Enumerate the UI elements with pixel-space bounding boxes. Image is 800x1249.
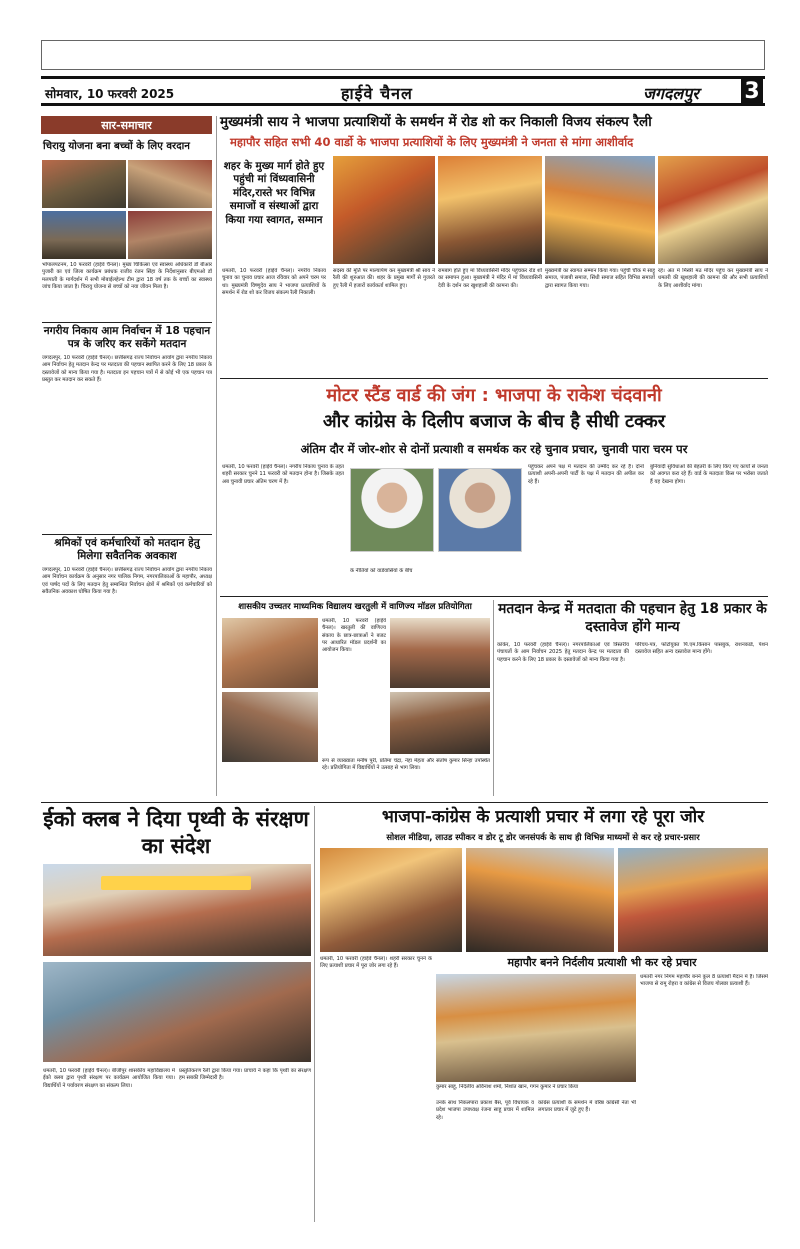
top-story-body-5: रहे। अंत में मिस्त्री मठ मंदिर पहुंच कर मुख्यमंत्री साय ने धमतरी की खुशहाली की कामना की और सभी प्रत्याशियों के लिए आशीर्वाद मांगा। [658, 268, 768, 289]
school-body-1: धमतरी, 10 फरवरी (हाईवे चैनल)। खरतुली की वाणिज्य संकाय के छात्र-छात्राओं ने बजट पर आधारित मॉडल प्रदर्शनी का आयोजन किया। [322, 618, 386, 654]
page-number: 3 [741, 78, 763, 106]
story1-photo-bottom-right [128, 211, 212, 259]
school-photo-3 [390, 618, 490, 688]
motor-stand-caption: के नीतियों को वार्डवासियों के बीच [350, 568, 413, 574]
campaign-photo-2 [466, 848, 614, 952]
polling-body-2: परिचय-पत्र, फोटोयुक्त पि.एम.किसान पासबुक, राशनकार्ड, पेंशन दस्तावेज सहित अन्य दस्तावेज मान्य होंगे। [635, 642, 768, 656]
date-label: सोमवार, 10 फरवरी 2025 [45, 87, 175, 101]
motor-stand-deck: अंतिम दौर में जोर-शोर से दोनों प्रत्याशी व समर्थक कर रहे चुनाव प्रचार, चुनावी पारा चरम पर [300, 442, 688, 456]
campaign-body-3: कांग्रेस प्रत्याशी के समर्थन में वरिष्ठ कांग्रेसी नेता भी लगातार प्रचार में जुटे हुए हैं। [538, 1100, 636, 1114]
campaign-body-2: उनके साथ निकलपारा प्रकाश बैस, पूर्व विधायक व प्रदेश भाजपा उपाध्यक्ष रंजना साहू प्रचार में शामिल रहे। [436, 1100, 534, 1121]
story1-photo-bottom-left [42, 211, 126, 259]
campaign-photo-1 [320, 848, 462, 952]
story3-body: जगदलपुर, 10 फरवरी (हाईवे चैनल)। छत्तीसगढ़ राज्य निर्वाचन आयोग द्वारा नगरीय निकाय आम निर्वाचन कार्यक्रम के अनुसार नगर पालिक निगम, नगरपालिकाओं के महापौर, अध्यक्ष एवं पार्षद पदों के लिए मतदान हेतु सम्बन्धित निर्वाचन क्षेत्रों में श्रमिकों एवं कर्मचारियों को सवैतनिक अवकाश घोषित किया गया है। [42, 567, 212, 595]
section-banner [41, 116, 212, 134]
top-story-body-2: सदस्य की मूर्ति पर माल्यार्पण कर मुख्यमंत्री श्री साय ने रैली की शुरुआत की। शहर के प्रमुख मार्गों से गुजरते हुए रैली में हजारों कार्यकर्ता शामिल हुए। [333, 268, 435, 289]
campaign-body-4: धमतरी नगर निगम महापौर बनने कुल 8 प्रत्याशी मैदान में हैं। जिसमें भाजपा से रामू रोहरा व कांग्रेस से विजय गोलछा प्रत्याशी हैं। [640, 974, 768, 988]
campaign-photo-caption: कुमार साहू, निर्दलीय अविनाश शर्मा, निशांत खान, गगन कुमार ने प्रचार किया [436, 1084, 579, 1090]
eco-club-headline: ईको क्लब ने दिया पृथ्वी के संरक्षण का संदेश [43, 807, 309, 858]
sidebar-divider-2 [42, 534, 212, 535]
candidate-photo-bjp [350, 468, 434, 552]
campaign-photo-3 [618, 848, 768, 952]
top-story-body-1: धमतरी, 10 फरवरी (हाईवे चैनल)। नगरीय निकाय चुनाव का चुनाव प्रचार आज रविवार को अपने चरम पर था। मुख्यमंत्री विष्णुदेव साय ने भाजपा प्रत्याशियों के समर्थन में रोड शो कर विजय संकल्प रैली निकाली। [222, 268, 326, 296]
school-vertical-rule [493, 600, 494, 796]
story1-body: भोपालपटनम, 10 फरवरी (हाईवे चैनल)। मुख्य चिकित्सा एवं स्वास्थ्य अधिकारी डॉ बीआर पुजारी का एवं जिला कार्यक्रम प्रबंधक राजीव रंजन सिंहा के निर्देशानुसार बीएमओ डॉ मलपाती के मार्गदर्शन में सभी मोबाईलहेल्थ टीम द्वारा 18 वर्ष तक के बच्चों का स्वास्थ्य जांच किया जाता है। चिरायु योजना से बच्चों को नया जीवन मिला है। [42, 262, 212, 290]
campaign-headline: भाजपा-कांग्रेस के प्रत्याशी प्रचार में लगा रहे पूरा जोर [381, 807, 705, 827]
city-name: जगदलपुर [643, 84, 699, 103]
top-story-photo-2 [438, 156, 542, 264]
top-story-photo-3 [545, 156, 655, 264]
candidate-photo-congress [438, 468, 522, 552]
top-story-photo-1 [333, 156, 435, 264]
motor-stand-body-1: धमतरी, 10 फरवरी (हाईवे चैनल)। नगरीय निकाय चुनाव के तहत शहरी सरकार चुनने 11 फरवरी को मतदान होना है। जिसके तहत अब चुनावी प्रचार अंतिम चरण में है। [222, 464, 344, 485]
school-body-2: रूप से व्याख्याता मनीष पुरी, प्रतिमा चंद्रा, नेहा मेहता और संतोष कुमार सिन्हा उपस्थित रहे। प्रतियोगिता में विद्यार्थियों ने उत्साह से भाग लिया। [322, 758, 490, 772]
top-story-body-3: रामबाग होते हुए मां विंध्यवासिनी मंदिर पहुंचकर रोड शो का समापन हुआ। मुख्यमंत्री ने मंदिर में मां विंध्यवासिनी देवी के दर्शन कर खुशहाली की कामना की। [438, 268, 542, 289]
sidebar-vertical-rule [216, 116, 217, 796]
paper-name: हाईवे चैनल [341, 84, 413, 103]
top-story-photo-4 [658, 156, 768, 264]
story2-body: जगदलपुर, 10 फरवरी (हाईवे चैनल)। छत्तीसगढ़ राज्य निर्वाचन आयोग द्वारा नगरीय निकाय आम निर्वाचन हेतु मतदान केन्द्र पर मतदाता की पहचान स्थापित करने के लिए 18 प्रकार के दस्तावेजों को मान्य किया गया है। मतदाता इन पहचान पत्रों में से कोई भी एक पहचान पत्र प्रस्तुत कर मतदान कर सकते हैं। [42, 355, 212, 383]
motor-stand-body-3: बुनियादी सुविधाओं की बेहतरी के लिए किए गए कार्यों से जनता को अवगत करा रहे हैं। वार्ड के मतदाता किस पर भरोसा जताते हैं यह देखना होगा। [650, 464, 768, 485]
eco-club-photo-bottom [43, 962, 311, 1062]
section-title: सार-समाचार [101, 119, 152, 132]
school-story [220, 600, 490, 796]
motor-stand-body-2: पहुंचकर अपने पक्ष में मतदान की उम्मीद कर रहे हैं। दोनों प्रत्याशी अपनी-अपनी पार्टी के पक्ष में मतदान की अपील कर रहे हैं। [528, 464, 644, 485]
motor-stand-headline-1: मोटर स्टैंड वार्ड की जंग : भाजपा के राकेश चंदवानी [326, 385, 662, 406]
motor-stand-story [220, 384, 768, 594]
campaign-sub-headline: महापौर बनने निर्दलीय प्रत्याशी भी कर रहे प्रचार [507, 956, 697, 969]
eco-club-story [41, 806, 311, 1222]
story1-photo-right [128, 160, 212, 208]
eco-club-body-2: प्रस्तुतिकरण रैली द्वारा किया गया। प्राचार्य ने कहा कि पृथ्वी का संरक्षण हम सबकी जिम्मेदारी है। [179, 1068, 311, 1082]
top-story-headline: मुख्यमंत्री साय ने भाजपा प्रत्याशियों के समर्थन में रोड शो कर निकाली विजय संकल्प रैली [220, 114, 652, 130]
eco-club-body-1: धमतरी, 10 फरवरी (हाईवे चैनल)। बीजीपुर शासकीय महाविद्यालय में ईको क्लब द्वारा पृथ्वी संरक्षण पर कार्यक्रम आयोजित किया गया। विद्यार्थियों ने पर्यावरण संरक्षण का संकल्प लिया। [43, 1068, 175, 1089]
eco-vertical-rule [314, 806, 315, 1222]
school-photo-1 [222, 618, 318, 688]
top-story-subhead: महापौर सहित सभी 40 वार्डो के भाजपा प्रत्याशियों के लिए मुख्यमंत्री ने जनता से मांगा आशीर्वाद [230, 135, 634, 149]
story1-headline: चिरायु योजना बना बच्चों के लिए वरदान [43, 141, 190, 152]
campaign-deck: सोशल मीडिया, लाउड स्पीकर व डोर टू डोर जनसंपर्क के साथ ही विभिन्न माध्यमों से कर रहे प्रचार-प्रसार [386, 832, 700, 842]
top-blank-box [41, 40, 765, 70]
top-story [220, 114, 768, 376]
campaign-body-1: धमतरी, 10 फरवरी (हाईवे चैनल)। शहरी सरकार चुनने के लिए प्रत्याशी प्रचार में पूरा जोर लगा रहे हैं। [320, 956, 432, 970]
divider-before-bottom [41, 802, 768, 803]
school-photo-4 [390, 692, 490, 754]
divider-after-motor-stand [220, 596, 768, 597]
eco-club-banner [101, 876, 251, 890]
sidebar-column [41, 116, 212, 796]
polling-body-1: कांकेर, 10 फरवरी (हाईवे चैनल)। नगरपालिकाओं एवं त्रिस्तरीय पंचायतों के आम निर्वाचन 2025 हेतु मतदान केन्द्र पर मतदाता की पहचान करने के लिए 18 प्रकार के दस्तावेजों को मान्य किया गया है। [497, 642, 629, 663]
school-headline: शासकीय उच्चतर माध्यमिक विद्यालय खरतुली में वाणिज्य मॉडल प्रतियोगिता [238, 602, 472, 612]
campaign-photo-4 [436, 974, 636, 1082]
polling-story [497, 600, 768, 796]
top-story-side-deck: शहर के मुख्य मार्ग होते हुए पहुंची मां विंध्यवासिनी मंदिर,रास्ते भर विभिन्न समाजों व संस्थाओं द्वारा किया गया स्वागत, सम्मान [223, 160, 325, 226]
masthead [41, 76, 765, 106]
top-story-body-4: मुख्यमंत्री का स्वागत सम्मान किया गया। पहुंची चौक में साहू समाज, पंजाबी समाज, सिंधी समाज सहित विभिन्न समाजों द्वारा स्वागत किया गया। [545, 268, 655, 289]
story2-headline: नगरीय निकाय आम निर्वाचन में 18 पहचान पत्र के जरिए कर सकेंगे मतदान [43, 325, 211, 350]
story1-photo-left [42, 160, 126, 208]
sidebar-divider-1 [42, 322, 212, 323]
school-photo-2 [222, 692, 318, 762]
story3-headline: श्रमिकों एवं कर्मचारियों को मतदान हेतु मिलेगा सवैतनिक अवकाश [54, 537, 200, 562]
polling-headline: मतदान केन्द्र में मतदाता की पहचान हेतु 18 प्रकार के दस्तावेज होंगे मान्य [498, 601, 767, 635]
motor-stand-headline-2: और कांग्रेस के दिलीप बजाज के बीच है सीधी टक्कर [322, 411, 666, 432]
divider-after-top-story [220, 378, 768, 379]
campaign-story [318, 806, 768, 1222]
